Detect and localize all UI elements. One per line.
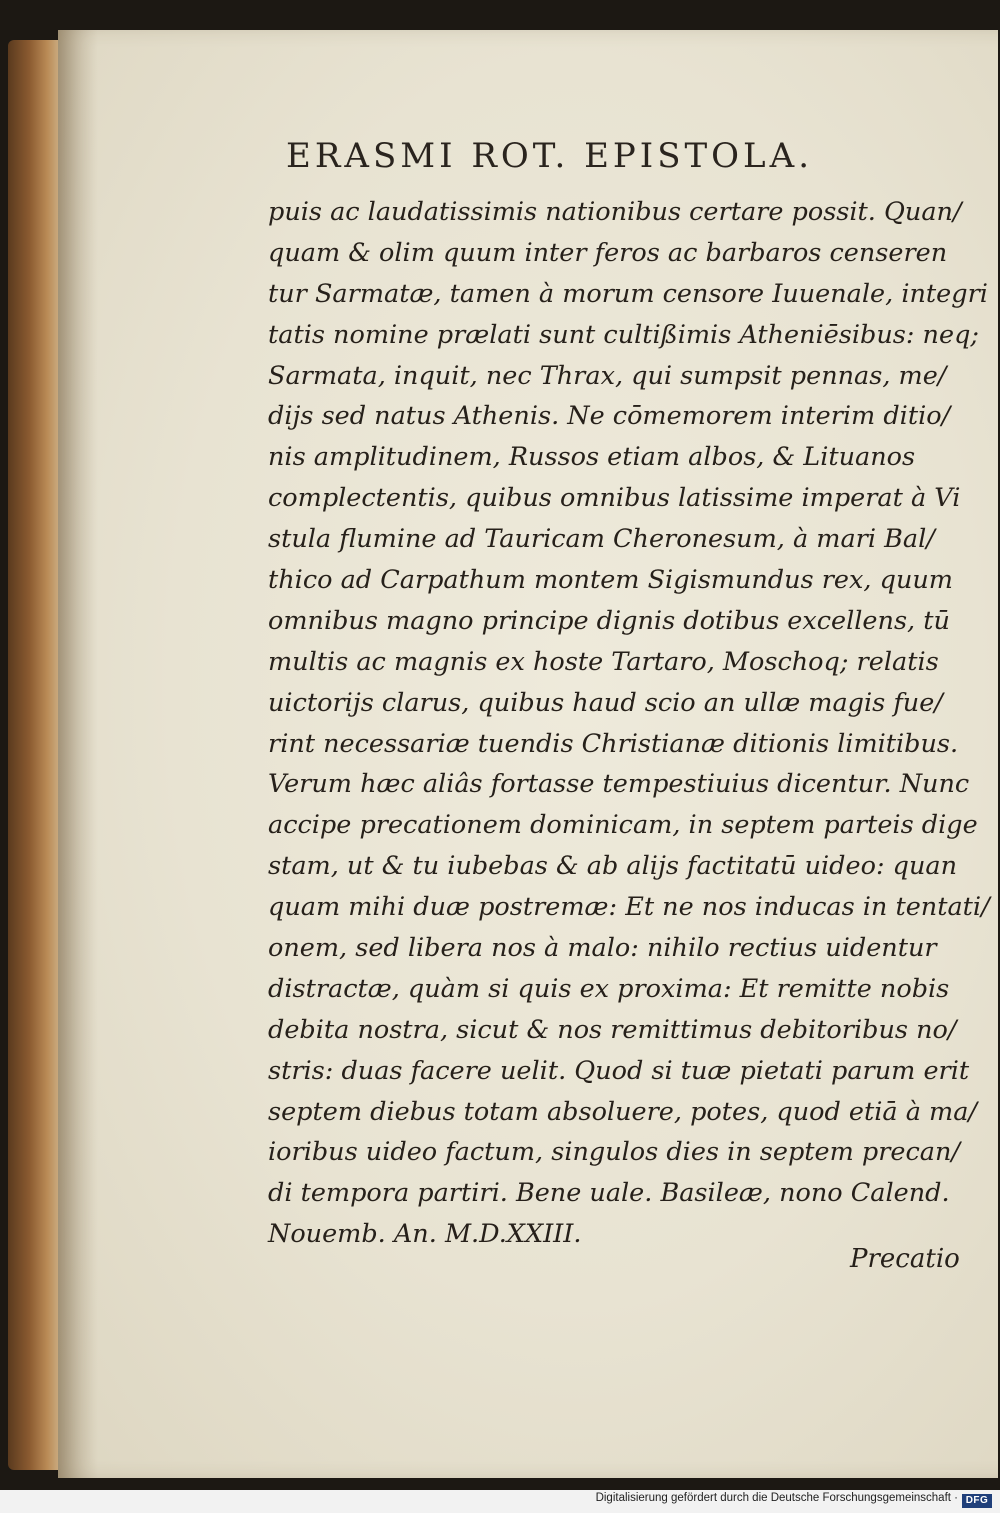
text-line: complectentis, quibus omnibus latissime imperat à Vi: [268, 483, 961, 514]
body-text: [268, 192, 990, 1255]
text-line: multis ac magnis ex hoste Tartaro, Moschoq; relatis: [268, 646, 939, 677]
text-line: septem diebus totam absoluere, potes, quod etiā à ma/: [268, 1096, 978, 1127]
text-line: Sarmata, inquit, nec Thrax, qui sumpsit pennas, me/: [268, 360, 947, 391]
funding-credit: Digitalisierung gefördert durch die Deutsche Forschungsgemeinschaft ·: [595, 1492, 958, 1504]
text-line: distractæ, quàm si quis ex proxima: Et remitte nobis: [268, 973, 950, 1004]
text-line: thico ad Carpathum montem Sigismundus rex, quum: [268, 565, 953, 596]
text-line: stris: duas facere uelit. Quod si tuæ pietati parum erit: [268, 1055, 970, 1086]
text-line: di tempora partiri. Bene uale. Basileæ, nono Calend.: [268, 1178, 950, 1209]
text-line: uictorijs clarus, quibus haud scio an ullæ magis fue/: [268, 687, 943, 718]
dfg-logo: DFG: [962, 1494, 992, 1508]
text-line: ioribus uideo factum, singulos dies in septem precan/: [268, 1137, 961, 1168]
text-line: tur Sarmatæ, tamen à morum censore Iuuenale, integri: [268, 278, 988, 309]
text-line: stula flumine ad Tauricam Cheronesum, à mari Bal/: [268, 524, 935, 555]
text-line: onem, sed libera nos à malo: nihilo rectius uidentur: [268, 933, 937, 964]
text-line: stam, ut & tu iubebas & ab alijs factitatū uideo: quan: [268, 851, 958, 882]
text-line: debita nostra, sicut & nos remittimus debitoribus no/: [268, 1014, 957, 1045]
text-line: puis ac laudatissimis nationibus certare possit. Quan/: [268, 197, 962, 227]
catchword: Precatio: [850, 1244, 960, 1274]
text-line: Nouemb. An. M.D.XXIII.: [268, 1219, 582, 1250]
footer-bar: [0, 1490, 1000, 1513]
text-line: tatis nomine prælati sunt cultißimis Atheniēsibus: neq;: [268, 319, 979, 350]
text-line: quam & olim quum inter feros ac barbaros censeren: [268, 237, 948, 268]
text-line: dijs sed natus Athenis. Ne cōmemorem interim ditio/: [268, 401, 951, 432]
text-line: nis amplitudinem, Russos etiam albos, & Lituanos: [268, 442, 916, 473]
text-line: rint necessariæ tuendis Christianæ ditionis limitibus.: [268, 728, 959, 759]
text-line: omnibus magno principe dignis dotibus excellens, tū: [268, 605, 950, 636]
gutter-shadow: [58, 30, 98, 1478]
text-line: accipe precationem dominicam, in septem parteis dige: [268, 810, 978, 841]
text-line: quam mihi duæ postremæ: Et ne nos inducas in tentati/: [268, 892, 990, 923]
running-head: ERASMI ROT. EPISTOLA.: [286, 136, 813, 176]
text-line: Verum hæc aliâs fortasse tempestiuius dicentur. Nunc: [268, 769, 970, 800]
